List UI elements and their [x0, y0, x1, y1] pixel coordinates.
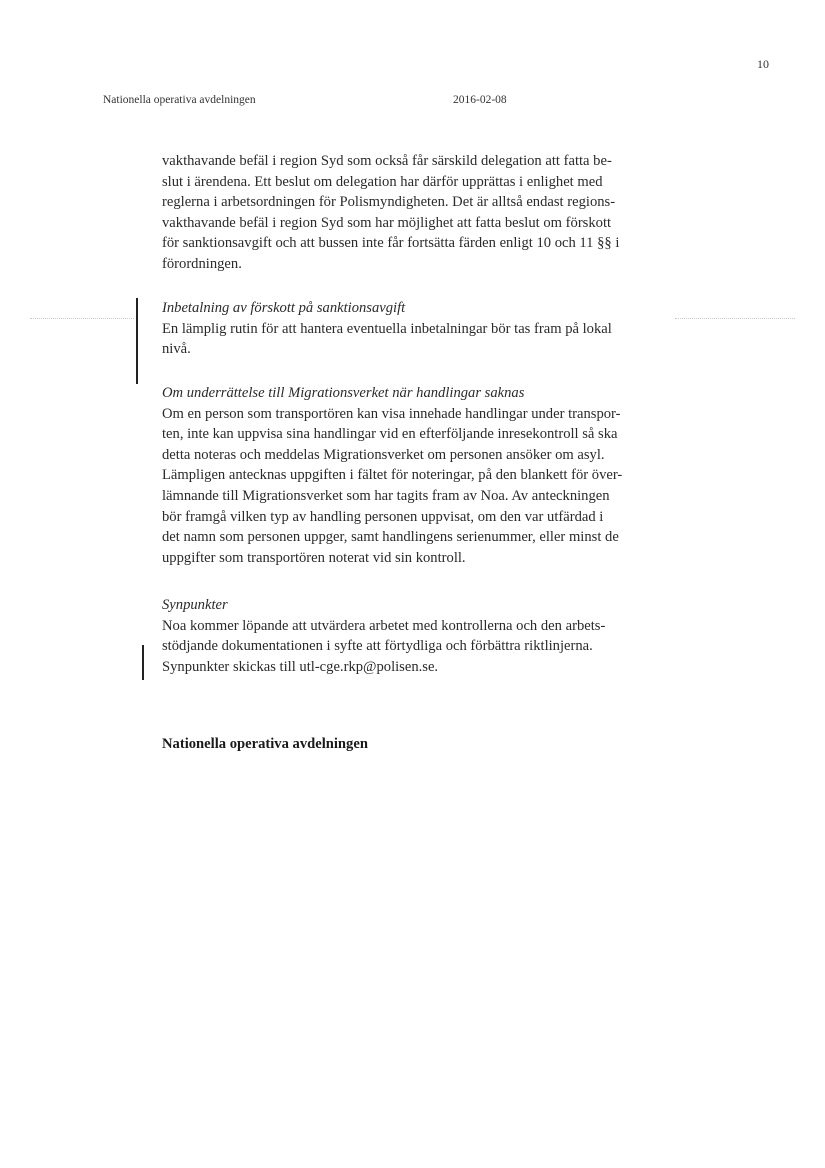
revision-bar — [136, 298, 138, 384]
text-line: det namn som personen uppger, samt handlingens serienummer, eller minst de — [162, 529, 619, 546]
text-line: slut i ärendena. Ett beslut om delegation har därför upprättas i enlighet med — [162, 173, 603, 190]
section-heading: Om underrättelse till Migrationsverket när handlingar saknas — [162, 385, 525, 401]
scan-artifact-left — [30, 318, 134, 319]
page-number: 10 — [757, 57, 769, 71]
section-inbetalning — [162, 298, 672, 360]
text-line: nivå. — [162, 341, 191, 358]
text-line: En lämplig rutin för att hantera eventuella inbetalningar bör tas fram på lokal — [162, 320, 612, 337]
section-synpunkter — [162, 595, 672, 677]
text-line: bör framgå vilken typ av handling personen uppvisat, om den var utfärdad i — [162, 508, 604, 525]
text-line: ten, inte kan uppvisa sina handlingar vid en efterföljande inresekontroll så ska — [162, 426, 618, 443]
text-line: stödjande dokumentationen i syfte att förtydliga och förbättra riktlinjerna. — [162, 638, 593, 655]
section-underrattelse — [162, 383, 672, 568]
text-line: uppgifter som transportören noterat vid sin kontroll. — [162, 549, 466, 566]
header-date: 2016-02-08 — [453, 94, 507, 106]
scan-artifact-right — [675, 318, 795, 319]
text-line: vakthavande befäl i region Syd som har möjlighet att fatta beslut om förskott — [162, 214, 612, 231]
paragraph-delegation — [162, 151, 672, 275]
text-line: Noa kommer löpande att utvärdera arbetet med kontrollerna och den arbets- — [162, 617, 606, 634]
revision-bar — [142, 645, 144, 680]
text-line: förordningen. — [162, 255, 242, 272]
text-line: Lämpligen antecknas uppgiften i fältet för noteringar, på den blankett för över- — [162, 467, 623, 484]
text-line: för sanktionsavgift och att bussen inte får fortsätta färden enligt 10 och 11 §§ i — [162, 235, 620, 252]
footer-organization: Nationella operativa avdelningen — [162, 736, 368, 752]
text-line: lämnande till Migrationsverket som har tagits fram av Noa. Av anteckningen — [162, 487, 610, 504]
text-line: vakthavande befäl i region Syd som också får särskild delegation att fatta be- — [162, 153, 612, 169]
text-line: reglerna i arbetsordningen för Polismyndigheten. Det är alltså endast regions- — [162, 194, 616, 211]
header-organization: Nationella operativa avdelningen — [103, 94, 256, 106]
text-line: Om en person som transportören kan visa innehade handlingar under transpor- — [162, 405, 621, 422]
text-line: detta noteras och meddelas Migrationsverket om personen ansöker om asyl. — [162, 446, 605, 463]
section-heading: Inbetalning av förskott på sanktionsavgift — [162, 300, 406, 316]
section-heading: Synpunkter — [162, 597, 228, 613]
text-line: Synpunkter skickas till utl-cge.rkp@polisen.se. — [162, 658, 439, 675]
